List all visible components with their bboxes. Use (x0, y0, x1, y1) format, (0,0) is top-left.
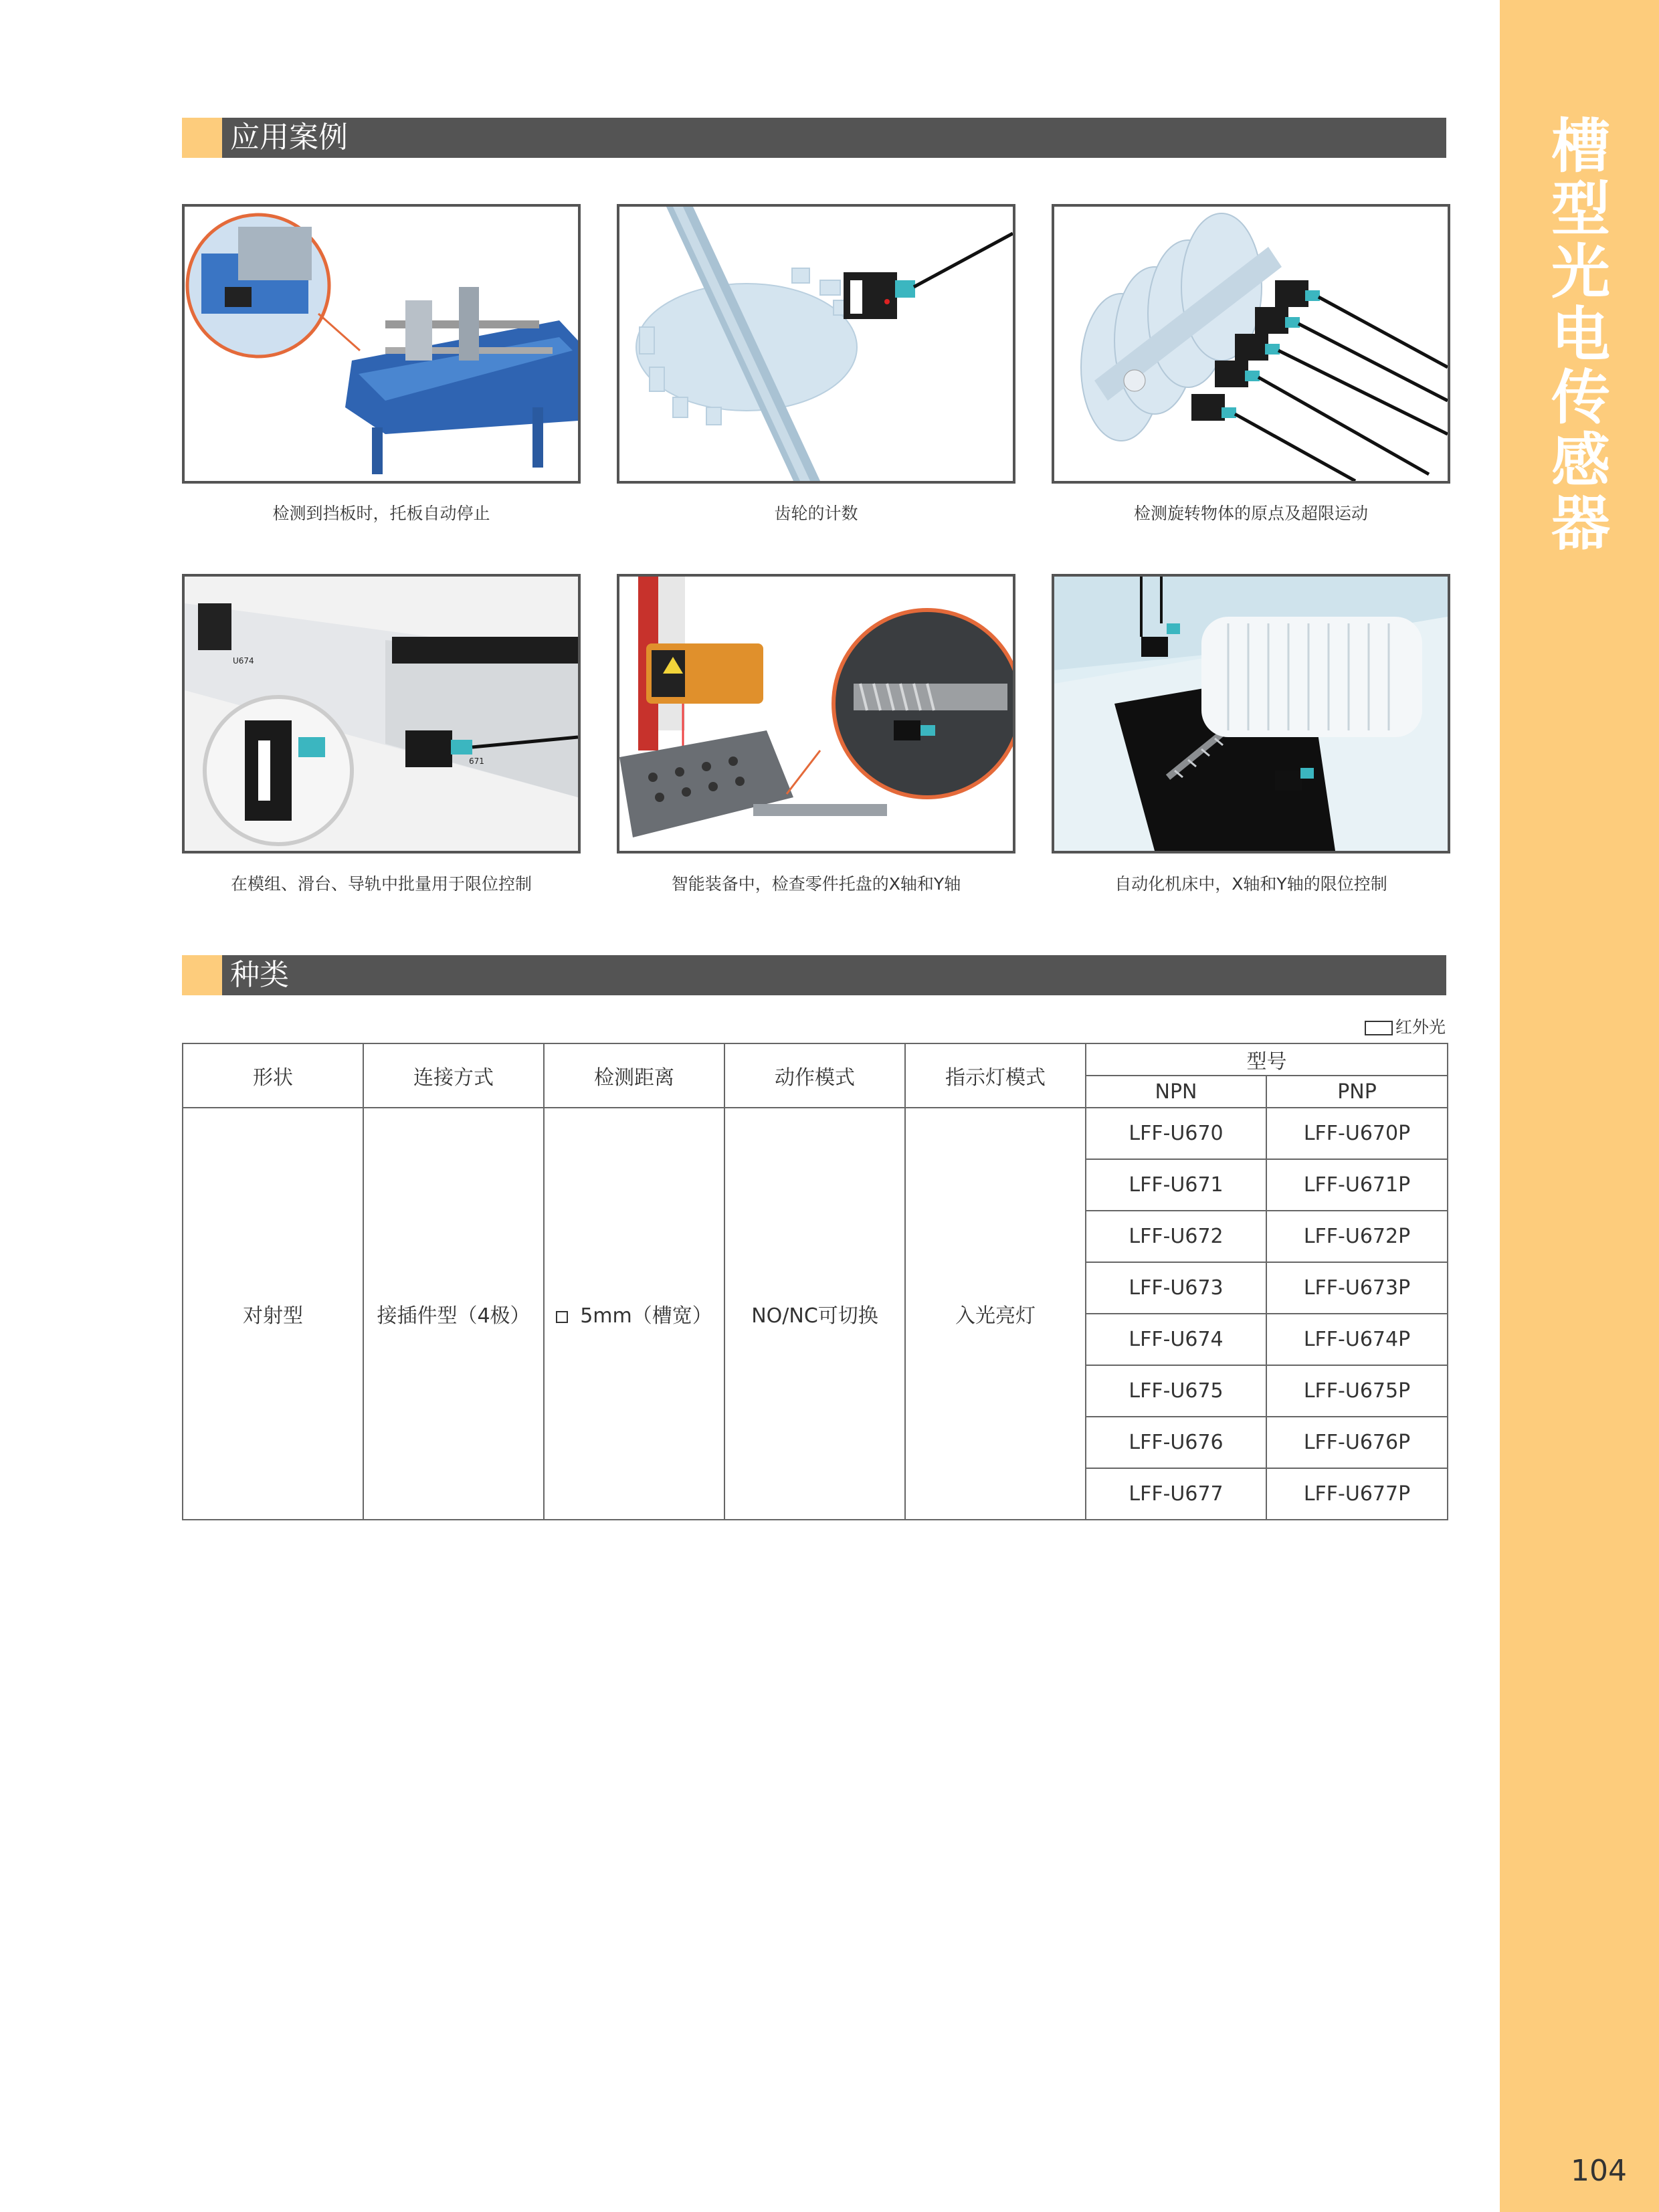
header-distance: 检测距离 (544, 1043, 724, 1108)
header-connection: 连接方式 (363, 1043, 544, 1108)
gear-count-photo (617, 204, 1015, 484)
tray-xy-photo (617, 574, 1015, 853)
photo-label-u674: U674 (233, 656, 254, 666)
cell-indicator: 入光亮灯 (905, 1108, 1086, 1520)
conveyor-stop-photo (182, 204, 581, 484)
cell-distance (544, 1108, 724, 1520)
sidebar-title (1544, 112, 1618, 558)
cell-pnp: LFF-U670P (1266, 1108, 1448, 1159)
sidebar-title-char: 槽 (1551, 112, 1610, 181)
cell-connection: 接插件型（4极） (363, 1108, 544, 1520)
sidebar-title-char: 型 (1551, 175, 1610, 243)
caption-gear: 齿轮的计数 (774, 504, 858, 523)
cell-npn: LFF-U671 (1086, 1159, 1266, 1211)
linear-module-photo (182, 574, 581, 853)
section-header-applications (182, 118, 1446, 158)
cell-pnp: LFF-U671P (1266, 1159, 1448, 1211)
cell-pnp: LFF-U677P (1266, 1468, 1448, 1520)
section-accent (182, 955, 222, 995)
caption-machine-tool: 自动化机床中，X轴和Y轴的限位控制 (1114, 874, 1387, 894)
caption-tray: 智能装备中，检查零件托盘的X轴和Y轴 (671, 874, 961, 894)
header-mode: 动作模式 (724, 1043, 905, 1108)
infrared-icon (556, 1311, 568, 1323)
caption-conveyor: 检测到挡板时，托板自动停止 (272, 504, 490, 523)
cell-npn: LFF-U672 (1086, 1211, 1266, 1262)
cell-pnp: LFF-U675P (1266, 1365, 1448, 1417)
header-model: 型号 (1086, 1043, 1448, 1076)
sidebar-title-char: 传 (1551, 363, 1610, 432)
sidebar-title-char: 感 (1551, 426, 1610, 495)
legend-infrared (1365, 1014, 1446, 1038)
sidebar-title-char: 器 (1551, 489, 1610, 558)
infrared-legend-icon (1365, 1021, 1393, 1035)
sidebar-title-char: 电 (1551, 300, 1610, 369)
photo-label-671: 671 (469, 757, 484, 766)
cell-npn: LFF-U673 (1086, 1262, 1266, 1314)
section-accent (182, 118, 222, 158)
cell-npn: LFF-U670 (1086, 1108, 1266, 1159)
cell-npn: LFF-U674 (1086, 1314, 1266, 1365)
cell-npn: LFF-U675 (1086, 1365, 1266, 1417)
header-pnp: PNP (1266, 1076, 1448, 1108)
rotary-origin-photo (1052, 204, 1450, 484)
cell-pnp: LFF-U676P (1266, 1417, 1448, 1468)
section-header-types (182, 955, 1446, 995)
cell-pnp: LFF-U674P (1266, 1314, 1448, 1365)
cell-npn: LFF-U677 (1086, 1468, 1266, 1520)
caption-rotary: 检测旋转物体的原点及超限运动 (1133, 504, 1368, 523)
table-row (183, 1108, 1448, 1159)
section-title-types: 种类 (230, 958, 289, 992)
cell-distance-value: 5mm（槽宽） (580, 1304, 712, 1328)
model-table (182, 1043, 1448, 1520)
machine-tool-photo (1052, 574, 1450, 853)
header-indicator: 指示灯模式 (905, 1043, 1086, 1108)
cell-pnp: LFF-U672P (1266, 1211, 1448, 1262)
section-title-applications: 应用案例 (230, 120, 348, 155)
sidebar-title-char: 光 (1551, 237, 1610, 306)
caption-linear: 在模组、滑台、导轨中批量用于限位控制 (230, 874, 532, 894)
cell-shape: 对射型 (183, 1108, 363, 1520)
page-number: 104 (1571, 2154, 1627, 2188)
header-npn: NPN (1086, 1076, 1266, 1108)
cell-pnp: LFF-U673P (1266, 1262, 1448, 1314)
cell-mode: NO/NC可切换 (724, 1108, 905, 1520)
header-shape: 形状 (183, 1043, 363, 1108)
cell-npn: LFF-U676 (1086, 1417, 1266, 1468)
legend-label: 红外光 (1395, 1017, 1446, 1037)
